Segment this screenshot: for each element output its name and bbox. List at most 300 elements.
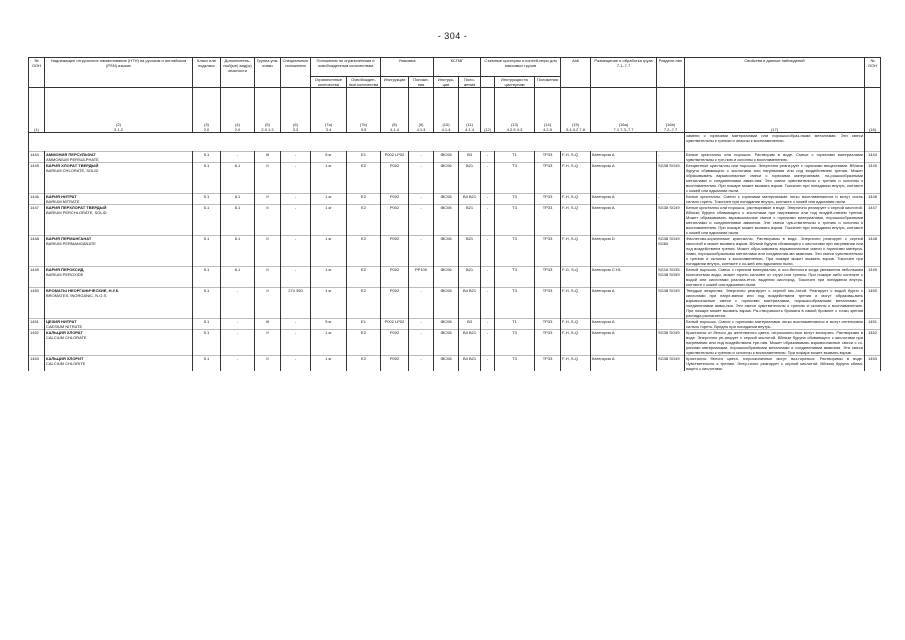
ibc-provision-cell: B21 [459,163,481,194]
tank-provision-cell: TP33 [535,205,561,236]
column-number-header [495,88,535,133]
ibc-provision-cell: B21 [459,205,481,236]
subheader-ibc-instr: Инструк-ции [434,77,459,88]
ems-cell: F-H, S-Q [561,356,591,372]
class-cell: 5.1 [193,205,221,236]
excepted-quantity-cell: E2 [347,288,381,319]
subsidiary-risk-cell: 6.1 [221,267,255,288]
packing-group-cell: II [255,163,281,194]
header-class: Класс или подкласс [193,58,221,88]
column-number: (15) [571,122,580,127]
shipping-name [45,330,193,356]
table-row [29,194,881,205]
ems-cell: F-H, S-Q [561,205,591,236]
class-cell: 5.1 [193,288,221,319]
header-packaging: Упаковка [381,58,434,77]
un-number: 1447 [29,205,45,236]
subheader-tank-prov: Положения [535,77,561,88]
properties-cell: Кристаллы от белого до желтоватого цвета, гигроскопич-ные могут возгорать. Растворимы в воде. Энергично ре-агирует с серной кислотой. Вблизи буруна сбивающего с кислотами при нагревании или под воздействием тре-ния. Может образовывать взрывоопасные смеси с го-рючими материалами, порошкообразными металлами и соединениями аммония. Эти смеси чувствительны к трению и склонны к воспламенению. При пожаре может вызвать взрыв. [686,330,864,355]
subheader-pack-instr: Инструкции [381,77,409,88]
column-number-header [347,88,381,133]
properties-cell: Фиолетово-коричневые кристаллы. Растворимы в воде. Энергично реагирует с серной кислотой и может вызвать взрыв. Вблизи буруна сбивающего с кислотами при нагревании или под воздействием трения. Может обра-зовывать взрывоопасные смеси с горючими материа-лами, порошкообразными металлами или соединения-ми аммония. Эти смеси чувствительны к трению и склонны к воспламенению. При пожаре может вызвать взрыв. Токсичен при попадании внутрь, контакте с ко-жей или вдыхании пыли. [686,236,864,266]
ibc-instruction-cell: IBC08 [434,152,459,163]
packing-instruction-cell: P002 [381,194,409,205]
ibc-instruction-cell: IBC08 [434,356,459,372]
column-number: (8) [392,122,397,127]
tank-provision-cell: TP33 [535,330,561,356]
class-cell: 5.1 [193,319,221,330]
column-number-header [221,88,255,133]
un-number: 1446 [29,194,45,205]
un-number-right: 1446 [865,194,881,205]
column-12-cell: - [481,288,495,319]
page-number: - 304 - [437,31,468,41]
column-number: (16a) [618,122,629,127]
limited-quantity-cell: 5 кг [311,319,347,330]
column-number: (2) [116,122,121,127]
tank-instruction-cell: T3 [495,236,535,267]
header-psn: Надлежащее отгрузочное наименование (НТН) на русском и английском (PSN) языках [45,58,193,88]
un-number: 1453 [29,356,45,372]
packing-group-cell: II [255,267,281,288]
shipping-name [45,356,193,372]
ibc-provision-cell: B3 [459,319,481,330]
shipping-name-ru: АММОНИЯ ПЕРСУЛЬФАТ [46,152,96,157]
tank-instruction-cell: T3 [495,356,535,372]
segregation-cell: SG38 SG49 SG60 [657,236,685,267]
properties-cell: Белый порошок. Смесь с горючим материалом, в осо-бенности когда увлажнена небольшим количеством воды, может гореть сильнее от струи или трения. При пожаре либо контакте с водой или кислотами разлага-ется, выделяя кислород. Токсичен при попадании внутрь, контакте с кожей или вдыхании пыли. [686,267,864,287]
tank-instruction-cell: T3 [495,267,535,288]
limited-quantity-cell: 1 кг [311,205,347,236]
column-number-header [45,88,193,133]
tank-instruction-cell: T3 [495,288,535,319]
packing-provision-cell: - [409,330,434,356]
table-row [29,330,881,356]
column-reference: 4.1.4 [390,127,399,132]
shipping-name-en: CALCIUM CHLORITE [46,361,86,366]
special-provisions-cell: - [281,330,311,356]
header-packing-group: Группа упа-ковки [255,58,281,88]
column-reference: 3.1.2 [114,127,123,132]
column-number: (4) [235,122,240,127]
column-number: (14) [543,122,552,127]
un-number: 1451 [29,319,45,330]
class-cell: 5.1 [193,267,221,288]
excepted-quantity-cell: E2 [347,356,381,372]
packing-group-cell: II [255,330,281,356]
column-reference: 7.1 7.3–7.7 [613,127,634,132]
subsidiary-risk-cell: - [221,152,255,163]
ibc-provision-cell: B4 B21 [459,288,481,319]
special-provisions-cell: - [281,205,311,236]
un-number-right: 1453 [865,356,881,372]
shipping-name-ru: БАРИЯ ХЛОРАТ ТВЕРДЫЙ [46,163,99,168]
column-number-header [685,88,865,133]
shipping-name-en: BARIUM CHLORATE, SOLID [46,168,99,173]
column-number: (16b) [665,122,676,127]
packing-provision-cell: - [409,356,434,372]
packing-instruction-cell: P002 [381,267,409,288]
class-cell: 5.1 [193,330,221,356]
shipping-name-ru: БАРИЯ ПЕРХЛОРАТ ТВЕРДЫЙ [46,205,107,210]
column-12-cell: - [481,163,495,194]
excepted-quantity-cell: E2 [347,163,381,194]
shipping-name-ru: КАЛЬЦИЯ ХЛОРИТ [46,356,84,361]
column-number-header [865,88,881,133]
subsidiary-risk-cell: 6.1 [221,163,255,194]
class-cell: 5.1 [193,163,221,194]
column-reference: 5.4.3.2 7.8 [566,127,585,132]
un-number-right: 1449 [865,267,881,288]
tank-instruction-cell: T3 [495,330,535,356]
un-number: 1450 [29,288,45,319]
shipping-name-ru: КАЛЬЦИЯ ХЛОРАТ [46,330,83,335]
special-provisions-cell: - [281,319,311,330]
subsidiary-risk-cell: - [221,319,255,330]
column-number-header [657,88,685,133]
packing-provision-cell: - [409,288,434,319]
properties-cell: Твердые вещества. Энергично реагирует с серной кис-лотой. Реагирует с водой бурно с кислотами при нагре-вании или под воздействием трения и могут образовы-вать взрывоопасные смеси с горючими материалами, порошкообразными металлами и соединениями аммо-ния. Эти смеси чувствительны к трению и склонны к воспламенению. При пожаре может вызвать взрыв. Ра-створимость бромата в самой бромате с точки зрения распада разлагается. [686,288,864,318]
column-number: (6) [293,122,298,127]
subheader-blank [481,77,495,88]
segregation-cell: SG38 SG49 [657,356,685,372]
shipping-name-ru: БАРИЯ НИТРАТ [46,194,77,199]
un-number: 1444 [29,152,45,163]
column-number-header [255,88,281,133]
limited-quantity-cell: 1 кг [311,236,347,267]
ibc-instruction-cell: IBC08 [434,319,459,330]
shipping-name [45,205,193,236]
un-number-right: 1444 [865,152,881,163]
tank-instruction-cell: T3 [495,205,535,236]
header-ibc: КСГМГ [434,58,481,77]
properties-cell: Белые кристаллы. Смеси с горючими материалами легко воспламеняются и могут очень сильно гореть. Токсичен при попадании внутрь, контакте с кожей или вдыхании пыли. [686,194,864,204]
tank-provision-cell: TP33 [535,288,561,319]
header-segregation: Разделе-ние [657,58,685,88]
subsidiary-risk-cell: - [221,288,255,319]
subheader-pack-prov: Положе-ния [409,77,434,88]
shipping-name [45,194,193,205]
ibc-provision-cell: B4 B21 [459,356,481,372]
packing-provision-cell: - [409,236,434,267]
class-cell: 5.1 [193,356,221,372]
properties-cell: Белые кристаллы или порошок. Растворим в воде. Смеси с горючими материалами чувствительны к тре-нию и склонны к воспламенению. [686,152,864,162]
header-un-no: № ООН [29,58,45,88]
column-number-header [459,88,481,133]
tank-provision-cell: TP33 [535,194,561,205]
ems-cell: F-H, S-Q [561,319,591,330]
packing-provision-cell: - [409,163,434,194]
column-reference: 4.1.4 [441,127,451,132]
un-number-right: 1450 [865,288,881,319]
header-limited-excepted: Положения по ограниченным и освобожденным количествам [311,58,381,77]
table-row [29,236,881,267]
shipping-name-en: BARIUM PERMANGANATE [46,241,96,246]
un-number: 1448 [29,236,45,267]
segregation-cell: SG16 SG35 SG38 SG59 [657,267,685,288]
stowage-cell: Категория A [591,319,657,330]
tank-instruction-cell: T3 [495,163,535,194]
column-reference: 4.1.4 [465,127,474,132]
un-number-right: 1447 [865,205,881,236]
shipping-name-ru: БРОМАТЫ НЕОРГАНИЧЕСКИЕ, Н.У.К. [46,288,120,293]
subsidiary-risk-cell: 6.1 [221,194,255,205]
tank-provision-cell: TP33 [535,236,561,267]
segregation-cell: - [657,152,685,163]
special-provisions-cell: - [281,194,311,205]
packing-provision-cell: - [409,319,434,330]
packing-group-cell: II [255,205,281,236]
packing-instruction-cell: P002 [381,163,409,194]
packing-instruction-cell: P002 LP02 [381,319,409,330]
table-row [29,205,881,236]
column-number-header [281,88,311,133]
packing-group-cell: II [255,236,281,267]
special-provisions-cell: - [281,267,311,288]
column-12-cell: - [481,152,495,163]
shipping-name-ru: ЦЕЗИЯ НИТРАТ [46,319,77,324]
stowage-cell: Категория D [591,236,657,267]
ibc-instruction-cell: IBC08 [434,288,459,319]
header-stowage: Размещение и обработка груза 7.1–7.7 [591,58,657,88]
un-number: 1445 [29,163,45,194]
dangerous-goods-table [28,57,881,371]
packing-provision-cell: PP100 [409,267,434,288]
segregation-cell: SG38 SG49 [657,330,685,356]
table-row [29,356,881,372]
continuation-text: замени с горючими материалами или порошкообраз-ными металлами. Эти смеси чувствительны к трению и опасны к воспламенению. [685,133,865,152]
un-number-right: 1448 [865,236,881,267]
shipping-name [45,288,193,319]
column-reference: 2.0 [234,127,241,132]
properties-cell: Белые кристаллы или порошок, растворимые в воде. Энергично реагирует с серной кислотой. Вблизи буруна сбивающего с кислотами при нагревании или под воздей-ствием трения. Может образовывать взрывоопасные смеси с горючими материалами, порошкообразными металлами и соединениями аммония. Эти смеси чув-ствительны к трению и склонны к воспламенению. При пожаре может вызвать взрыв. Токсичен при попадании внутрь, контакте с кожей или вдыхании пыли. [686,205,864,235]
tank-instruction-cell: T1 [495,319,535,330]
shipping-name [45,236,193,267]
special-provisions-cell: - [281,356,311,372]
ems-cell: F-G, S-Q [561,267,591,288]
packing-instruction-cell: P002 [381,330,409,356]
column-number: (12) [483,127,492,132]
ibc-instruction-cell: IBC06 [434,163,459,194]
subheader-ibc-prov: Поло-жения [459,77,481,88]
packing-group-cell: II [255,288,281,319]
ems-cell: F-H, S-Q [561,330,591,356]
column-reference: 3.3 [292,127,299,132]
header-properties: Свойства и данные наблюдений [685,58,865,88]
packing-instruction-cell: P002 LP02 [381,152,409,163]
tank-provision-cell: TP33 [535,152,561,163]
column-reference: 4.2.5 4.3 [506,127,523,132]
segregation-cell: - [657,319,685,330]
shipping-name-ru: БАРИЯ ПЕРОКСИД [46,267,84,272]
excepted-quantity-cell: E2 [347,330,381,356]
tank-provision-cell: TP33 [535,163,561,194]
packing-instruction-cell: P002 [381,356,409,372]
limited-quantity-cell: 1 кг [311,163,347,194]
excepted-quantity-cell: E1 [347,319,381,330]
un-number-right: 1445 [865,163,881,194]
limited-quantity-cell: 1 кг [311,194,347,205]
column-12-cell: - [481,205,495,236]
excepted-quantity-cell: E2 [347,236,381,267]
column-12-cell: - [481,267,495,288]
column-number-header [381,88,409,133]
ibc-instruction-cell: IBC08 [434,330,459,356]
tank-provision-cell: TP33 [535,319,561,330]
stowage-cell: Категория A [591,194,657,205]
ems-cell: F-H, S-Q [561,152,591,163]
packing-group-cell: II [255,194,281,205]
column-number: (13) [510,122,519,127]
header-ems: АзК [561,58,591,88]
stowage-cell: Категория A [591,288,657,319]
column-12-cell: - [481,356,495,372]
subheader-limited: Ограниченные количества [311,77,347,88]
column-12-cell: - [481,330,495,356]
shipping-name [45,267,193,288]
column-number: (11) [466,122,473,127]
column-number-row [29,88,881,133]
packing-group-cell: III [255,319,281,330]
excepted-quantity-cell: E2 [347,194,381,205]
limited-quantity-cell: 5 кг [311,152,347,163]
shipping-name-en: BARIUM PERCHLORATE, SOLID [46,210,107,215]
shipping-name-ru: БАРИЯ ПЕРМАНГАНАТ [46,236,92,241]
column-reference: 4.2.5 [543,127,552,132]
tank-instruction-cell: T3 [495,194,535,205]
ibc-provision-cell: B4 B21 [459,194,481,205]
special-provisions-cell: 274 350 [281,288,311,319]
subheader-excepted: Освобожден-ные количества [347,77,381,88]
packing-provision-cell: - [409,205,434,236]
class-cell: 5.1 [193,194,221,205]
segregation-cell: SG38 SG49 [657,288,685,319]
ibc-provision-cell: B4 B21 [459,330,481,356]
packing-instruction-cell: P002 [381,288,409,319]
shipping-name-en: BARIUM PEROXIDE [46,272,84,277]
un-number-right: 1451 [865,319,881,330]
column-number: (9) [418,122,424,127]
shipping-name-en: AMMONIUM PERSULPHATE [46,157,99,162]
special-provisions-cell: - [281,163,311,194]
packing-provision-cell: - [409,152,434,163]
un-number: 1449 [29,267,45,288]
shipping-name-en: BARIUM NITRATE [46,199,80,204]
column-reference: 3.5 [360,127,367,132]
un-number: 1452 [29,330,45,356]
ibc-provision-cell: B21 [459,236,481,267]
column-reference: 4.1.4 [416,127,426,132]
table-body [29,133,881,372]
ibc-instruction-cell: IBC06 [434,205,459,236]
column-number: (5) [265,122,270,127]
header-portable-tanks: Съемные цистерны и контей-неры для массовых грузов [481,58,561,77]
shipping-name-en: CAESIUM NITRATE [46,324,83,329]
class-cell: 5.1 [193,236,221,267]
column-number: (1) [34,127,39,132]
un-number-right: 1452 [865,330,881,356]
limited-quantity-cell: 1 кг [311,356,347,372]
limited-quantity-cell: 1 кг [311,267,347,288]
excepted-quantity-cell: E1 [347,152,381,163]
ems-cell: F-H, S-Q [561,236,591,267]
table-row [29,319,881,330]
column-number-header [193,88,221,133]
shipping-name-en: CALCIUM CHLORATE [46,335,87,340]
header-subsidiary-risk: Дополнитель-ный(ые) вид(ы) опасности [221,58,255,88]
column-number: (7a) [324,122,333,127]
ems-cell: F-H, S-Q [561,163,591,194]
column-number-header [29,88,45,133]
subsidiary-risk-cell: 6.1 [221,236,255,267]
ibc-instruction-cell: IBC06 [434,236,459,267]
shipping-name-en: BROMATES, INORGANIC, N.O.S. [46,293,108,298]
stowage-cell: Категория C H1 [591,267,657,288]
column-number: (17) [770,127,779,132]
stowage-cell: Категория A [591,356,657,372]
column-number-header [434,88,459,133]
column-number-header [561,88,591,133]
column-number: (18) [868,127,877,132]
ems-cell: F-H, S-Q [561,288,591,319]
table-row [29,288,881,319]
column-number-header [591,88,657,133]
shipping-name [45,152,193,163]
column-number-header [481,88,495,133]
ems-cell: F-H, S-Q [561,194,591,205]
packing-provision-cell: - [409,194,434,205]
column-reference: 2.0.1.3 [261,127,274,132]
header-special-provisions: Специальные положения [281,58,311,88]
packing-instruction-cell: P002 [381,236,409,267]
ibc-instruction-cell: IBC08 [434,194,459,205]
subsidiary-risk-cell: - [221,356,255,372]
limited-quantity-cell: 1 кг [311,330,347,356]
shipping-name [45,163,193,194]
limited-quantity-cell: 1 кг [311,288,347,319]
stowage-cell: Категория A [591,205,657,236]
column-reference: 3.4 [325,127,332,132]
segregation-cell: SG38 SG49 [657,205,685,236]
properties-cell: Белый порошок. Смеси с горючими материалами легко воспламеняются и могут интенсивно сильно гореть. Вредно при попадании внутрь. [686,319,864,329]
column-number: (7b) [359,122,368,127]
tank-provision-cell: TP33 [535,267,561,288]
table-row [29,152,881,163]
excepted-quantity-cell: E2 [347,205,381,236]
stowage-cell: Категория A [591,152,657,163]
ibc-instruction-cell: IBC06 [434,267,459,288]
stowage-cell: Категория A [591,330,657,356]
column-number: (3) [204,122,209,127]
packing-instruction-cell: P002 [381,205,409,236]
column-number: (10) [442,122,450,127]
table-row [29,163,881,194]
table-row [29,267,881,288]
segregation-cell: SG38 SG49 [657,163,685,194]
packing-group-cell: III [255,152,281,163]
excepted-quantity-cell: E2 [347,267,381,288]
tank-instruction-cell: T1 [495,152,535,163]
column-reference: 2.0 [203,127,210,132]
column-number-header [311,88,347,133]
table-header [29,58,881,133]
header-un-no-right: № ООН [865,58,881,88]
special-provisions-cell: - [281,236,311,267]
subsidiary-risk-cell: - [221,330,255,356]
properties-cell: Кристаллы белого цвета, гигроскопичные могут воз-гораться. Растворимы в воде. Чувствительны к трению. Энер-гично реагирует с серной кислотой. Вблизи буруна сбива-ющего с кислотами. [686,356,864,371]
ibc-provision-cell: B21 [459,267,481,288]
shipping-name [45,319,193,330]
